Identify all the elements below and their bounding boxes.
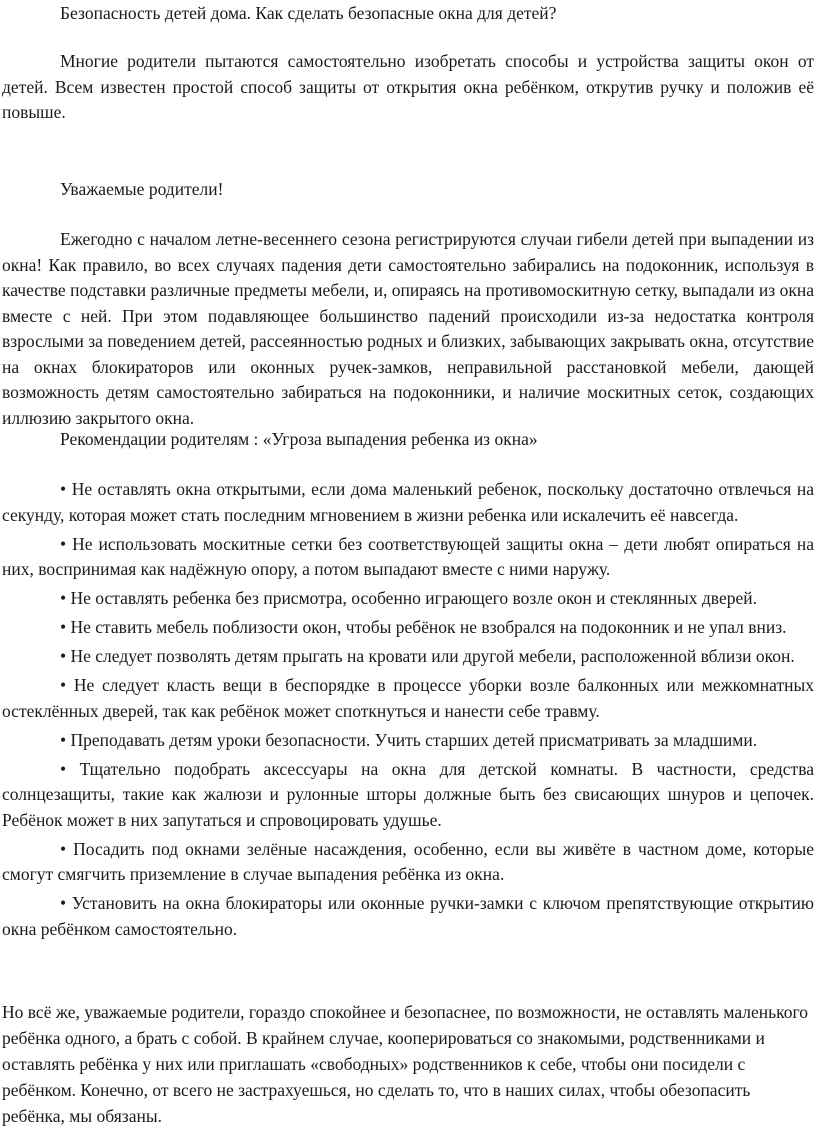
greeting: Уважаемые родители!	[60, 179, 224, 199]
list-item: • Не следует позволять детям прыгать на кровати или другой мебели, расположенной вблизи окон.	[60, 646, 795, 666]
list-item: • Установить на окна блокираторы или оконные ручки-замки с ключом препятствующие открытию окна ребёнком самостоятельно.	[2, 893, 814, 939]
closing-paragraph: Но всё же, уважаемые родители, гораздо спокойнее и безопаснее, по возможности, не оставлять маленького ребёнка одного, а брать с собой. В крайнем случае, кооперироваться со знакомыми, родственниками и оставлять ребёнка у них или приглашать «свободных» родственников к себе, чтобы они посидели с ребёнком. Конечно, от всего не застрахуешься, но сделать то, что в наших силах, чтобы обезопасить ребёнка, мы обязаны.	[2, 1002, 809, 1126]
list-item: • Не использовать москитные сетки без соответствующей защиты окна – дети любят опираться на них, воспринимая как надёжную опору, а потом выпадают вместе с ними наружу.	[2, 533, 814, 579]
list-item: • Преподавать детям уроки безопасности. Учить старших детей присматривать за младшими.	[60, 729, 758, 750]
main-paragraph: Ежегодно с началом летне-весеннего сезона регистрируются случаи гибели детей при выпадении из окна! Как правило, во всех случаях падения дети самостоятельно забирались на подоконник, используя в качестве подставки различные предметы мебели, и, опираясь на противомоскитную сетку, выпадали из окна вместе с ней. При этом подавляющее большинство падений происходили из-за недостатка контроля взрослыми за поведением детей, рассеянностью родных и близких, забывающих закрывать окна, отсутствие на окнах блокираторов или оконных ручек-замков, неправильной расстановкой мебели, дающей возможность детям самостоятельно забираться на подоконники, и наличие москитных сеток, создающих иллюзию закрытого окна.	[2, 229, 814, 428]
list-item: • Посадить под окнами зелёные насаждения, особенно, если вы живёте в частном доме, которые смогут смягчить приземление в случае выпадения ребёнка из окна.	[2, 838, 814, 884]
recommendations-title: Рекомендации родителям : «Угроза выпадения ребенка из окна»	[60, 429, 538, 449]
main-block	[2, 227, 814, 431]
intro-paragraph: Многие родители пытаются самостоятельно изобретать способы и устройства защиты окон от детей. Всем известен простой способ защиты от открытия окна ребёнком, открутив ручку и положив её повыше.	[2, 51, 814, 122]
recommendations-list	[2, 477, 814, 946]
list-item: • Не ставить мебель поблизости окон, чтобы ребёнок не взобрался на подоконник и не упал вниз.	[60, 617, 787, 637]
document-title: Безопасность детей дома. Как сделать безопасные окна для детей?	[60, 3, 557, 23]
list-item: • Не оставлять окна открытыми, если дома маленький ребенок, поскольку достаточно отвлечься на секунду, которая может стать последним мгновением в жизни ребенка или искалечить её навсегда.	[2, 479, 814, 525]
intro-block	[2, 49, 814, 126]
list-item: • Не следует класть вещи в беспорядке в процессе уборки возле балконных или межкомнатных остеклённых дверей, так как ребёнок может споткнуться и нанести себе травму.	[2, 675, 814, 721]
list-item: • Не оставлять ребенка без присмотра, особенно играющего возле окон и стеклянных дверей.	[60, 588, 757, 608]
list-item: • Тщательно подобрать аксессуары на окна для детской комнаты. В частности, средства солнцезащиты, такие как жалюзи и рулонные шторы должные быть без свисающих шнуров и цепочек. Ребёнок может в них запутаться и спровоцировать удушье.	[2, 758, 814, 830]
